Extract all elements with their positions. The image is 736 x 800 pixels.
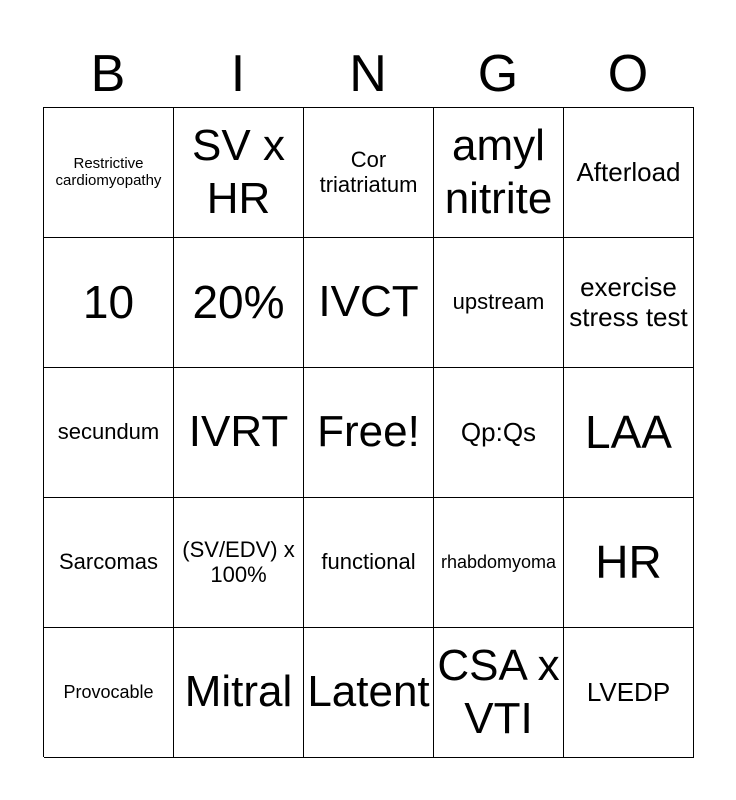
bingo-cell[interactable]: LAA <box>564 368 694 498</box>
bingo-cell[interactable]: 20% <box>174 238 304 368</box>
free-space-cell[interactable]: Free! <box>304 368 434 498</box>
bingo-cell[interactable]: IVRT <box>174 368 304 498</box>
bingo-cell[interactable]: CSA x VTI <box>434 628 564 758</box>
bingo-cell[interactable]: exercise stress test <box>564 238 694 368</box>
header-letter-o: O <box>607 45 649 103</box>
header-letter-i: I <box>230 45 246 103</box>
bingo-board <box>43 107 694 757</box>
bingo-cell[interactable]: IVCT <box>304 238 434 368</box>
bingo-cell[interactable]: Provocable <box>44 628 174 758</box>
bingo-cell[interactable]: upstream <box>434 238 564 368</box>
bingo-cell[interactable]: Mitral <box>174 628 304 758</box>
bingo-cell[interactable]: SV x HR <box>174 108 304 238</box>
bingo-cell[interactable]: HR <box>564 498 694 628</box>
bingo-cell[interactable]: Cor triatriatum <box>304 108 434 238</box>
bingo-cell[interactable]: functional <box>304 498 434 628</box>
header-letter-b: B <box>90 45 126 103</box>
bingo-cell[interactable]: Restrictive cardiomyopathy <box>44 108 174 238</box>
header-letter-g: G <box>477 45 519 103</box>
header-letter-n: N <box>349 45 387 103</box>
bingo-cell[interactable]: Qp:Qs <box>434 368 564 498</box>
bingo-cell[interactable]: 10 <box>44 238 174 368</box>
bingo-cell[interactable]: rhabdomyoma <box>434 498 564 628</box>
bingo-cell[interactable]: (SV/EDV) x 100% <box>174 498 304 628</box>
bingo-header <box>43 40 693 108</box>
bingo-cell[interactable]: secundum <box>44 368 174 498</box>
bingo-cell[interactable]: Latent <box>304 628 434 758</box>
bingo-cell[interactable]: Afterload <box>564 108 694 238</box>
bingo-cell[interactable]: amyl nitrite <box>434 108 564 238</box>
bingo-cell[interactable]: LVEDP <box>564 628 694 758</box>
bingo-cell[interactable]: Sarcomas <box>44 498 174 628</box>
